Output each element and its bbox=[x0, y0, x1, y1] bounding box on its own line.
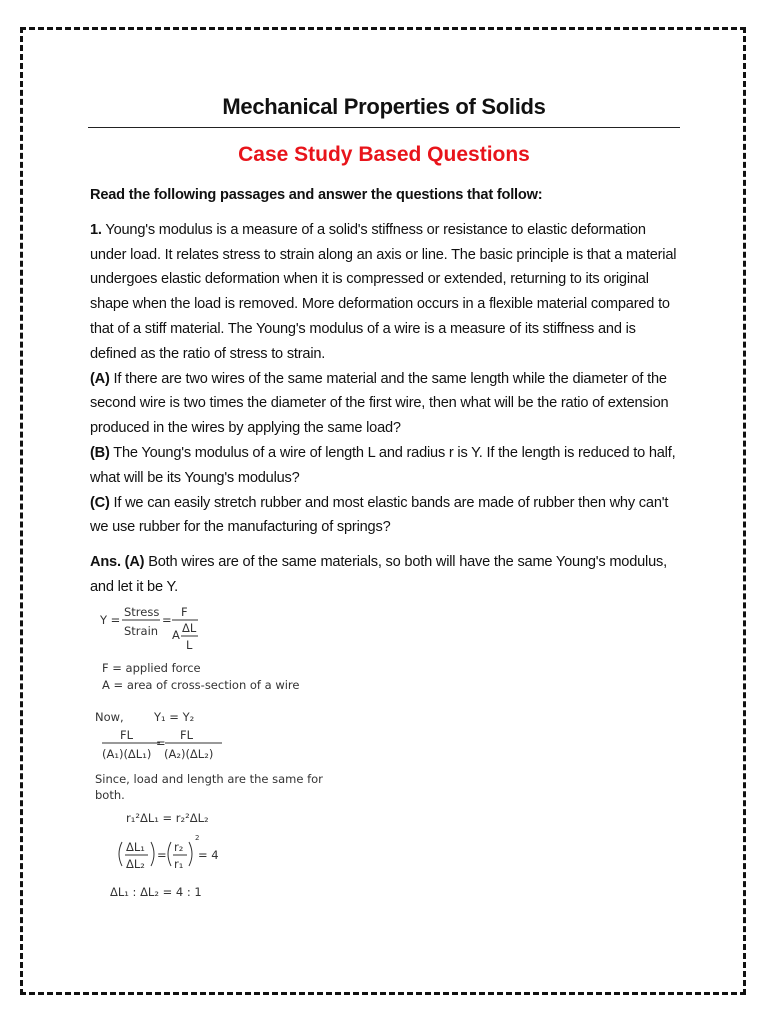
equals-sign: = bbox=[157, 848, 167, 862]
strain-text: Strain bbox=[124, 624, 159, 638]
question-part-b bbox=[90, 441, 684, 491]
question-part-a bbox=[90, 367, 684, 441]
answer-label: Ans. (A) bbox=[90, 554, 145, 571]
answer-paragraph bbox=[90, 550, 684, 600]
delta-l2-text: ΔL₂ bbox=[126, 857, 145, 871]
left-paren bbox=[119, 842, 122, 866]
equals-sign: = bbox=[156, 736, 166, 750]
passage-paragraph bbox=[90, 218, 684, 367]
denominator-2: (A₂)(ΔL₂) bbox=[164, 747, 214, 761]
title-divider bbox=[88, 127, 680, 128]
equals-four: = 4 bbox=[198, 848, 219, 862]
solution-derivation bbox=[90, 598, 350, 908]
r1-text: r₁ bbox=[174, 857, 184, 871]
denominator-1: (A₁)(ΔL₁) bbox=[102, 747, 152, 761]
area-symbol: A bbox=[172, 628, 180, 642]
delta-l1-text: ΔL₁ bbox=[126, 840, 145, 854]
part-text: If there are two wires of the same material and the same length while the diameter of the second wire is two times the diameter of the first wire, then what will be the ratio of extension produced in the wires by applying the same load? bbox=[90, 370, 669, 437]
page-title: Mechanical Properties of Solids bbox=[222, 94, 546, 119]
r2-text: r₂ bbox=[174, 840, 184, 854]
equals-sign: = bbox=[162, 613, 172, 627]
now-text: Now, bbox=[95, 710, 124, 724]
extension-ratio: ΔL₁ : ΔL₂ = 4 : 1 bbox=[110, 885, 202, 899]
exponent-text: 2 bbox=[195, 834, 200, 842]
y-equality: Y₁ = Y₂ bbox=[154, 710, 195, 724]
force-symbol: F bbox=[181, 605, 188, 619]
definition-area: A = area of cross-section of a wire bbox=[102, 678, 300, 692]
question-number: 1. bbox=[90, 221, 102, 238]
part-label: (C) bbox=[90, 494, 110, 511]
stress-text: Stress bbox=[124, 605, 160, 619]
instruction-text: Read the following passages and answer the questions that follow: bbox=[90, 187, 543, 203]
answer-text: Both wires are of the same materials, so both will have the same Young's modulus, and let it be Y. bbox=[90, 554, 667, 595]
young-modulus-lhs: Y = bbox=[100, 613, 121, 627]
document-body bbox=[90, 183, 684, 600]
part-text: If we can easily stretch rubber and most elastic bands are made of rubber then why can't we use rubber for the manufacturing of springs? bbox=[90, 494, 669, 536]
derivation-figure bbox=[90, 598, 350, 908]
definition-force: F = applied force bbox=[102, 661, 201, 675]
fl-numerator: FL bbox=[180, 728, 194, 742]
since-text-line1: Since, load and length are the same for bbox=[95, 772, 323, 786]
section-subtitle: Case Study Based Questions bbox=[238, 143, 530, 166]
left-paren bbox=[168, 842, 171, 866]
fl-numerator: FL bbox=[120, 728, 134, 742]
length-symbol: L bbox=[186, 638, 193, 652]
since-text-line2: both. bbox=[95, 788, 125, 802]
radius-equation: r₁²ΔL₁ = r₂²ΔL₂ bbox=[126, 811, 209, 825]
right-paren bbox=[151, 842, 154, 866]
passage-text: Young's modulus is a measure of a solid's stiffness or resistance to elastic deformation under load. It relates stress to strain along an axis or line. The basic principle is that a material undergoes elastic deformation when it is compressed or extended, returning to its original shape when the load is removed. More deformation occurs in a flexible material compared to that of a stiff material. The Young's modulus of a wire is a measure of its stiffness and is defined as the ratio of stress to strain. bbox=[90, 221, 677, 362]
part-label: (A) bbox=[90, 370, 110, 387]
right-paren bbox=[189, 842, 192, 866]
part-label: (B) bbox=[90, 444, 110, 461]
part-text: The Young's modulus of a wire of length L and radius r is Y. If the length is reduced to half, what will be its Young's modulus? bbox=[90, 444, 676, 486]
question-part-c bbox=[90, 491, 684, 541]
delta-l-text: ΔL bbox=[182, 621, 197, 635]
